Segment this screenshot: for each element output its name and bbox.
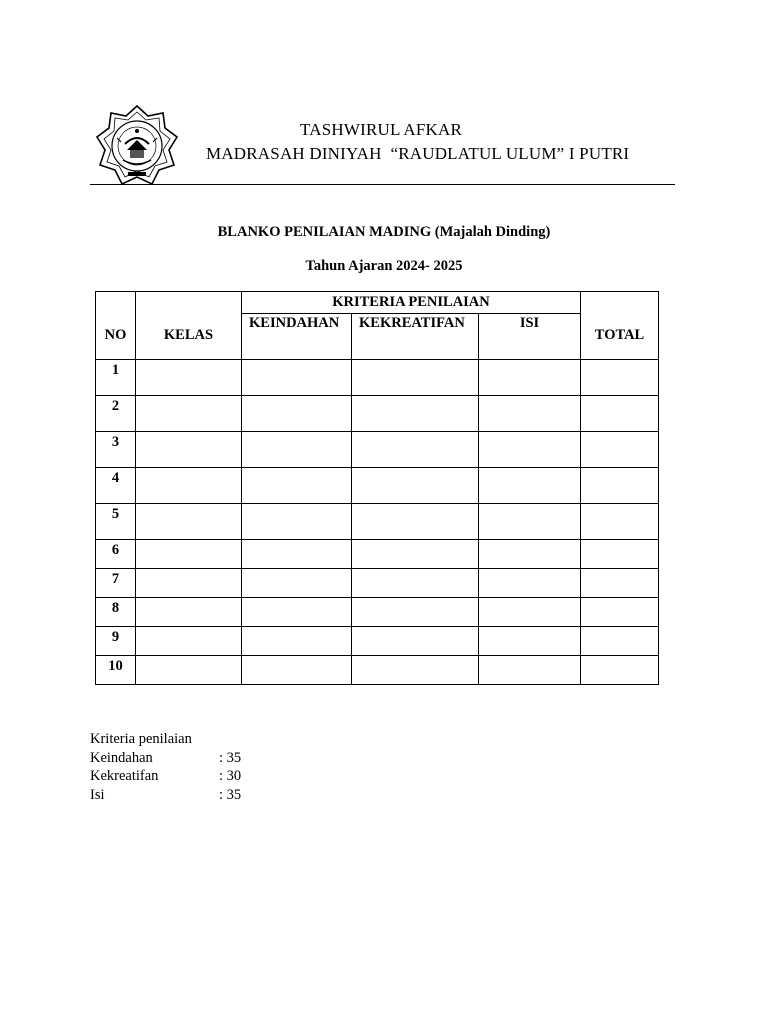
- table-row: [96, 468, 659, 504]
- cell-keindahan: [242, 504, 352, 540]
- cell-keindahan: [242, 468, 352, 504]
- cell-isi: [479, 360, 581, 396]
- cell-kekreatifan: [352, 432, 479, 468]
- cell-no: 5: [96, 504, 136, 540]
- cell-keindahan: [242, 598, 352, 627]
- cell-no: 9: [96, 627, 136, 656]
- cell-total: [581, 540, 659, 569]
- header-isi: ISI: [479, 314, 581, 360]
- table-row: [96, 540, 659, 569]
- cell-kekreatifan: [352, 540, 479, 569]
- cell-kelas: [136, 598, 242, 627]
- cell-kekreatifan: [352, 627, 479, 656]
- cell-kekreatifan: [352, 656, 479, 685]
- cell-keindahan: [242, 360, 352, 396]
- cell-isi: [479, 656, 581, 685]
- table-row: [96, 656, 659, 685]
- table-row: [96, 360, 659, 396]
- cell-kelas: [136, 468, 242, 504]
- criteria-name: Kekreatifan: [90, 768, 159, 784]
- criteria-value: : 30: [219, 768, 242, 784]
- header-divider: [90, 184, 675, 185]
- cell-keindahan: [242, 396, 352, 432]
- cell-kelas: [136, 432, 242, 468]
- cell-total: [581, 627, 659, 656]
- cell-keindahan: [242, 627, 352, 656]
- cell-isi: [479, 468, 581, 504]
- cell-no: 6: [96, 540, 136, 569]
- header-kelas: KELAS: [136, 292, 242, 360]
- table-row: [96, 598, 659, 627]
- header-kekreatifan: KEKREATIFAN: [352, 314, 479, 360]
- table-row: [96, 569, 659, 598]
- cell-kelas: [136, 656, 242, 685]
- academic-year: Tahun Ajaran 2024- 2025: [305, 258, 463, 274]
- cell-kelas: [136, 360, 242, 396]
- cell-total: [581, 360, 659, 396]
- cell-kekreatifan: [352, 598, 479, 627]
- header-keindahan: KEINDAHAN: [242, 314, 352, 360]
- cell-kelas: [136, 569, 242, 598]
- table-row: [96, 432, 659, 468]
- cell-no: 3: [96, 432, 136, 468]
- criteria-heading: Kriteria penilaian: [90, 731, 192, 747]
- cell-no: 8: [96, 598, 136, 627]
- header-total: TOTAL: [581, 292, 659, 360]
- table-row: [96, 627, 659, 656]
- criteria-section: [90, 730, 242, 804]
- cell-kekreatifan: [352, 569, 479, 598]
- criteria-name: Keindahan: [90, 749, 153, 766]
- document-title: BLANKO PENILAIAN MADING (Majalah Dinding): [217, 224, 551, 240]
- cell-kelas: [136, 540, 242, 569]
- cell-kelas: [136, 627, 242, 656]
- cell-no: 10: [96, 656, 136, 685]
- table-row: [96, 504, 659, 540]
- cell-total: [581, 569, 659, 598]
- cell-no: 2: [96, 396, 136, 432]
- grading-table: [95, 291, 659, 685]
- cell-total: [581, 396, 659, 432]
- cell-kelas: [136, 396, 242, 432]
- table-row: [96, 396, 659, 432]
- school-logo: [95, 104, 179, 188]
- cell-isi: [479, 432, 581, 468]
- criteria-item: [90, 749, 242, 768]
- cell-kekreatifan: [352, 396, 479, 432]
- criteria-item: [90, 767, 242, 786]
- criteria-name: Isi: [90, 786, 105, 803]
- header-kriteria: KRITERIA PENILAIAN: [242, 292, 581, 314]
- cell-isi: [479, 569, 581, 598]
- cell-kekreatifan: [352, 468, 479, 504]
- cell-total: [581, 432, 659, 468]
- school-name: TASHWIRUL AFKAR: [300, 120, 463, 139]
- criteria-item: [90, 786, 242, 805]
- cell-no: 7: [96, 569, 136, 598]
- cell-isi: [479, 598, 581, 627]
- cell-keindahan: [242, 540, 352, 569]
- cell-no: 4: [96, 468, 136, 504]
- cell-keindahan: [242, 656, 352, 685]
- cell-total: [581, 598, 659, 627]
- cell-isi: [479, 504, 581, 540]
- criteria-value: : 35: [219, 749, 242, 766]
- cell-isi: [479, 540, 581, 569]
- header-no: NO: [96, 292, 136, 360]
- madrasah-name: MADRASAH DINIYAH “RAUDLATUL ULUM” I PUTRI: [206, 144, 630, 163]
- cell-no: 1: [96, 360, 136, 396]
- cell-kelas: [136, 504, 242, 540]
- cell-isi: [479, 396, 581, 432]
- cell-kekreatifan: [352, 360, 479, 396]
- cell-keindahan: [242, 569, 352, 598]
- cell-isi: [479, 627, 581, 656]
- cell-total: [581, 468, 659, 504]
- cell-total: [581, 504, 659, 540]
- cell-keindahan: [242, 432, 352, 468]
- cell-kekreatifan: [352, 504, 479, 540]
- cell-total: [581, 656, 659, 685]
- criteria-value: : 35: [219, 786, 242, 803]
